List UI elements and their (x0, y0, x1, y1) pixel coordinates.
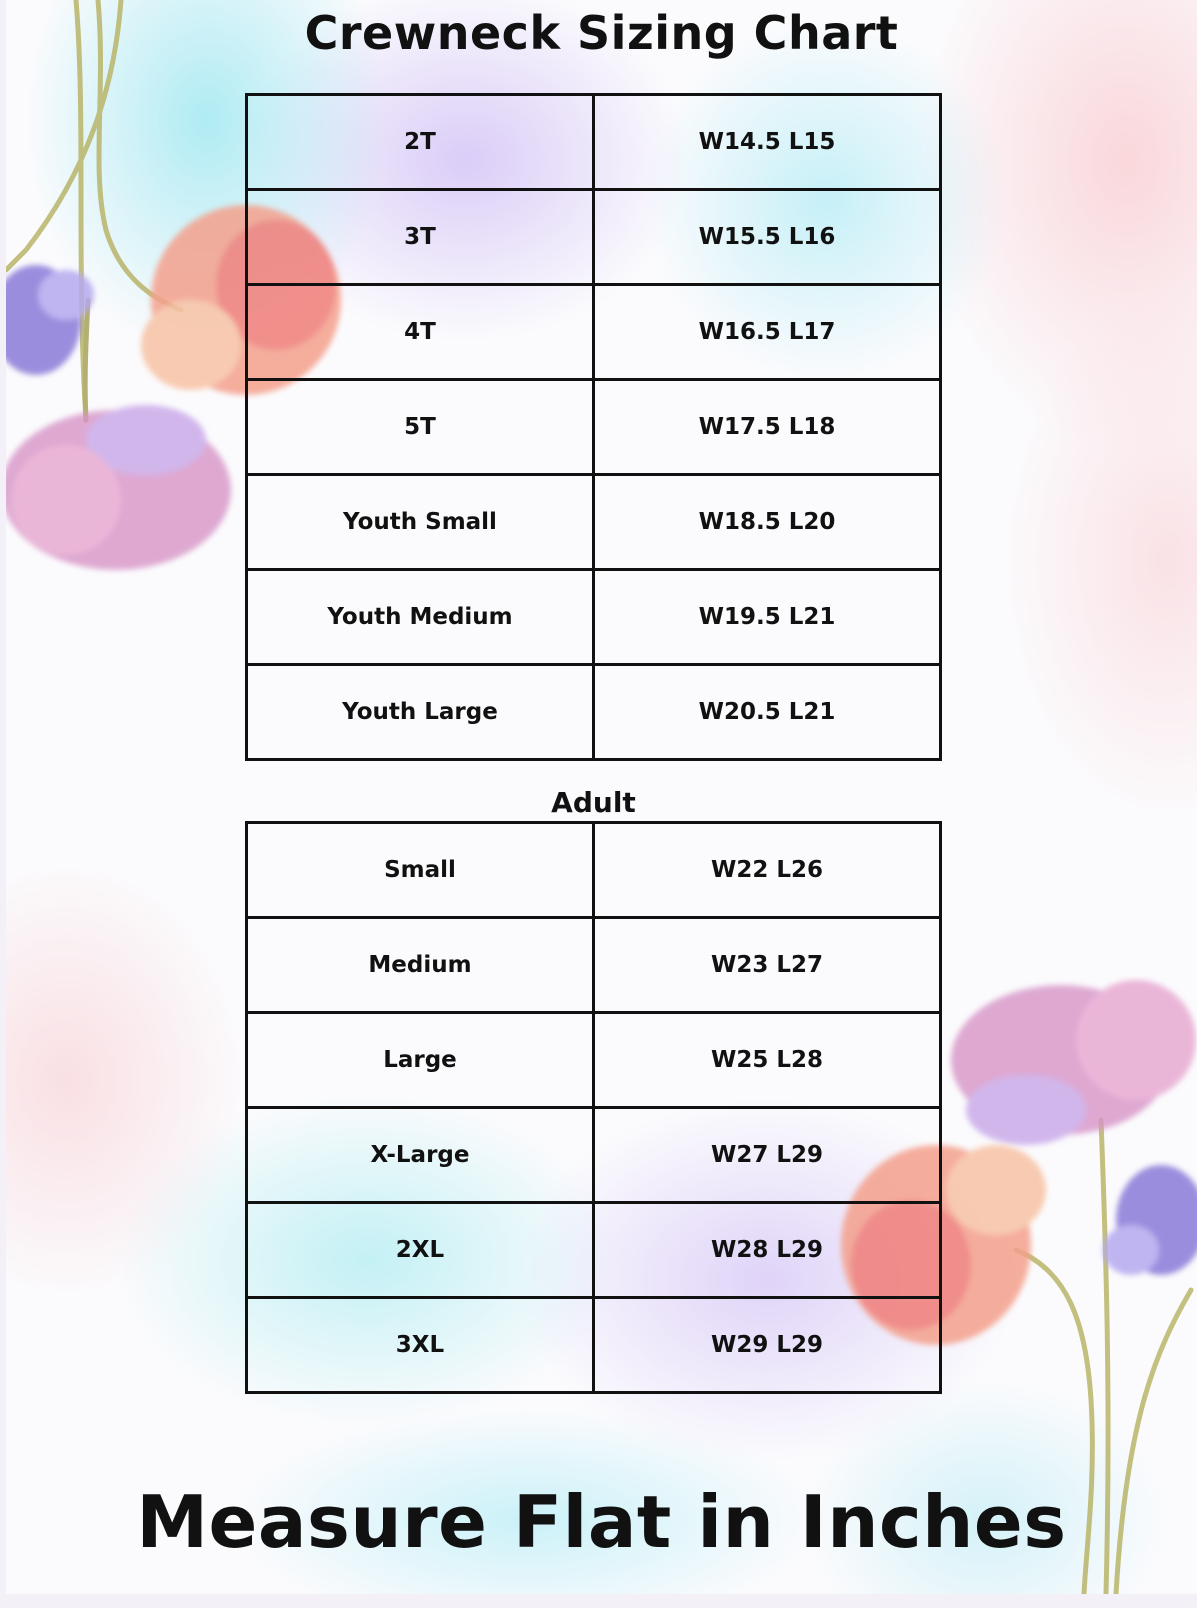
measurement-cell: W27 L29 (594, 1108, 941, 1203)
measure-instruction: Measure Flat in Inches (136, 1480, 1067, 1564)
measurement-cell: W28 L29 (594, 1203, 941, 1298)
size-cell: Youth Small (247, 475, 594, 570)
size-cell: 2XL (247, 1203, 594, 1298)
table-row (247, 475, 941, 570)
pink-flower-right-icon (951, 980, 1196, 1145)
measurement-cell: W20.5 L21 (594, 665, 941, 760)
table-row (247, 665, 941, 760)
measurement-cell: W19.5 L21 (594, 570, 941, 665)
size-cell: X-Large (247, 1108, 594, 1203)
size-cell: 2T (247, 95, 594, 190)
size-cell: Medium (247, 918, 594, 1013)
size-cell: Youth Medium (247, 570, 594, 665)
adult-section-label: Adult (551, 786, 636, 819)
pink-flower-left-icon (6, 405, 231, 570)
adult-size-table (245, 821, 942, 1394)
table-row (247, 1298, 941, 1393)
table-row (247, 285, 941, 380)
size-cell: Small (247, 823, 594, 918)
table-row (247, 823, 941, 918)
measurement-cell: W22 L26 (594, 823, 941, 918)
table-row (247, 190, 941, 285)
measurement-cell: W16.5 L17 (594, 285, 941, 380)
table-row (247, 918, 941, 1013)
size-cell: 3XL (247, 1298, 594, 1393)
table-row (247, 1203, 941, 1298)
table-row (247, 1013, 941, 1108)
size-cell: Large (247, 1013, 594, 1108)
sizing-poster (6, 0, 1197, 1594)
size-cell: Youth Large (247, 665, 594, 760)
measurement-cell: W17.5 L18 (594, 380, 941, 475)
table-row (247, 570, 941, 665)
size-cell: 4T (247, 285, 594, 380)
table-row (247, 95, 941, 190)
size-cell: 3T (247, 190, 594, 285)
table-row (247, 380, 941, 475)
size-cell: 5T (247, 380, 594, 475)
kids-size-table (245, 93, 942, 761)
measurement-cell: W23 L27 (594, 918, 941, 1013)
page-title: Crewneck Sizing Chart (304, 6, 899, 60)
measurement-cell: W15.5 L16 (594, 190, 941, 285)
table-row (247, 1108, 941, 1203)
measurement-cell: W25 L28 (594, 1013, 941, 1108)
measurement-cell: W18.5 L20 (594, 475, 941, 570)
measurement-cell: W29 L29 (594, 1298, 941, 1393)
purple-flower-right-icon (1103, 1165, 1197, 1275)
measurement-cell: W14.5 L15 (594, 95, 941, 190)
